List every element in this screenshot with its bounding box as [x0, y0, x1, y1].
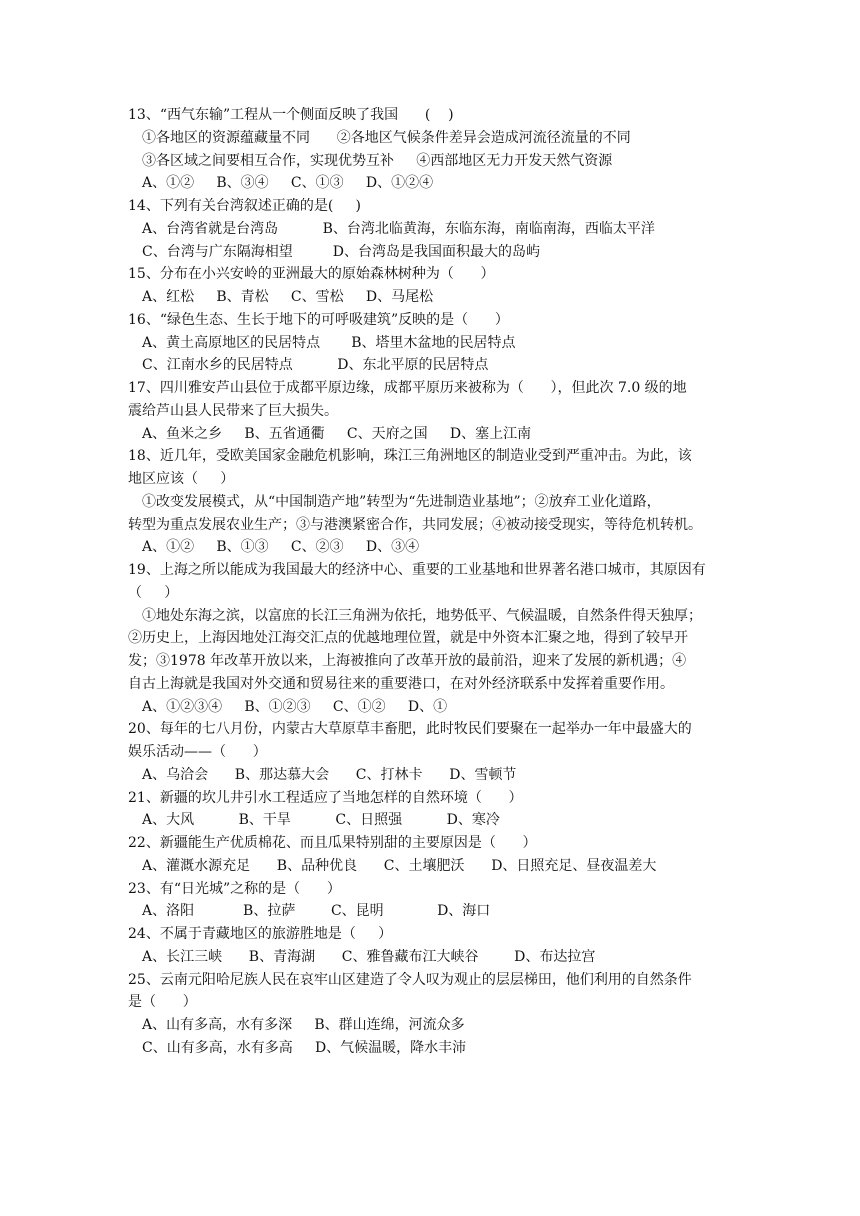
q14-options-ab: A、台湾省就是台湾岛 B、台湾北临黄海，东临东海，南临南海，西临太平洋: [142, 220, 655, 237]
q19-stem-cont: （ ）: [128, 584, 179, 601]
q22-stem: 22、新疆能生产优质棉花、而且瓜果特别甜的主要原因是（ ）: [128, 835, 537, 851]
q18-statements-1: ①改变发展模式，从“中国制造产地”转型为“先进制造业基地”；②放弃工业化道路，: [142, 493, 661, 510]
q17-options: A、鱼米之乡 B、五省通衢 C、天府之国 D、塞上江南: [142, 425, 532, 442]
q20-options: A、乌洽会 B、那达慕大会 C、打林卡 D、雪顿节: [142, 766, 517, 783]
q16-stem: 16、“绿色生态、生长于地下的可呼吸建筑”反映的是（ ）: [128, 311, 509, 328]
q18-stem-cont: 地区应该（ ）: [128, 471, 235, 487]
q23-stem: 23、有“日光城”之称的是（ ）: [128, 880, 341, 897]
q25-options-ab: A、山有多高，水有多深 B、群山连绵，河流众多: [142, 1017, 465, 1033]
q19-statements-2: ②历史上，上海因地处江海交汇点的优越地理位置，就是中外资本汇聚之地，得到了较早开: [128, 630, 688, 647]
q22-options: A、灌溉水源充足 B、品种优良 C、土壤肥沃 D、日照充足、昼夜温差大: [142, 857, 657, 874]
q18-stem: 18、近几年，受欧美国家金融危机影响，珠江三角洲地区的制造业受到严重冲击。为此，该: [128, 448, 692, 465]
q15-stem: 15、分布在小兴安岭的亚洲最大的原始森林树种为（ ）: [128, 266, 495, 283]
q13-statements-1: ①各地区的资源蕴藏量不同 ②各地区气候条件差异会造成河流径流量的不同: [142, 129, 631, 146]
q19-stem: 19、上海之所以能成为我国最大的经济中心、重要的工业基地和世界著名港口城市，其原因有: [128, 562, 706, 578]
q13-options: A、①② B、③④ C、①③ D、①②④: [142, 175, 434, 192]
q25-stem-cont: 是（ ）: [128, 994, 197, 1011]
q18-options: A、①② B、①③ C、②③ D、③④: [142, 539, 420, 556]
q24-stem: 24、不属于青藏地区的旅游胜地是（ ）: [128, 926, 393, 942]
q16-options-ab: A、黄土高原地区的民居特点 B、塔里木盆地的民居特点: [142, 334, 516, 351]
question-list: [128, 104, 740, 1060]
q14-options-cd: C、台湾与广东隔海相望 D、台湾岛是我国面积最大的岛屿: [142, 243, 540, 260]
q19-statements-3: 发；③1978 年改革开放以来，上海被推向了改革开放的最前沿，迎来了发展的新机遇；④: [128, 653, 687, 669]
q19-options: A、①②③④ B、①②③ C、①② D、①: [142, 698, 448, 715]
q25-options-cd: C、山有多高，水有多高 D、气候温暖，降水丰沛: [142, 1039, 467, 1056]
q16-options-cd: C、江南水乡的民居特点 D、东北平原的民居特点: [142, 357, 489, 374]
q25-stem: 25、云南元阳哈尼族人民在哀牢山区建造了令人叹为观止的层层梯田，他们利用的自然条件: [128, 971, 692, 988]
q21-stem: 21、新疆的坎儿井引水工程适应了当地怎样的自然环境（ ）: [128, 789, 523, 806]
q23-options: A、洛阳 B、拉萨 C、昆明 D、海口: [142, 903, 491, 920]
q19-statements-1: ①地处东海之滨，以富庶的长江三角洲为依托，地势低平、气候温暖，自然条件得天独厚；: [142, 607, 702, 624]
q19-statements-4: 自古上海就是我国对外交通和贸易往来的重要港口，在对外经济联系中发挥着重要作用。: [128, 675, 674, 692]
q20-stem-cont: 娱乐活动——（ ）: [128, 744, 267, 760]
q20-stem: 20、每年的七八月份，内蒙古大草原草丰畜肥，此时牧民们要聚在一起举办一年中最盛大的: [128, 721, 692, 738]
q14-stem: 14、下列有关台湾叙述正确的是( ): [128, 198, 361, 214]
q17-stem-cont: 震给芦山县人民带来了巨大损失。: [128, 402, 338, 419]
q13-statements-2: ③各区域之间要相互合作，实现优势互补 ④西部地区无力开发天然气资源: [142, 152, 613, 169]
q24-options: A、长江三峡 B、青海湖 C、雅鲁藏布江大峡谷 D、布达拉宫: [142, 948, 596, 965]
q21-options: A、大风 B、干旱 C、日照强 D、寒冷: [142, 812, 500, 829]
q17-stem: 17、四川雅安芦山县位于成都平原边缘，成都平原历来被称为（ ），但此次 7.0 级的地: [128, 380, 687, 396]
q15-options: A、红松 B、青松 C、雪松 D、马尾松: [142, 289, 434, 305]
q13-stem: 13、“西气东输”工程从一个侧面反映了我国 ( ): [128, 107, 454, 123]
q18-statements-2: 转型为重点发展农业生产；③与港澳紧密合作，共同发展；④被动接受现实，等待危机转机。: [128, 516, 702, 533]
